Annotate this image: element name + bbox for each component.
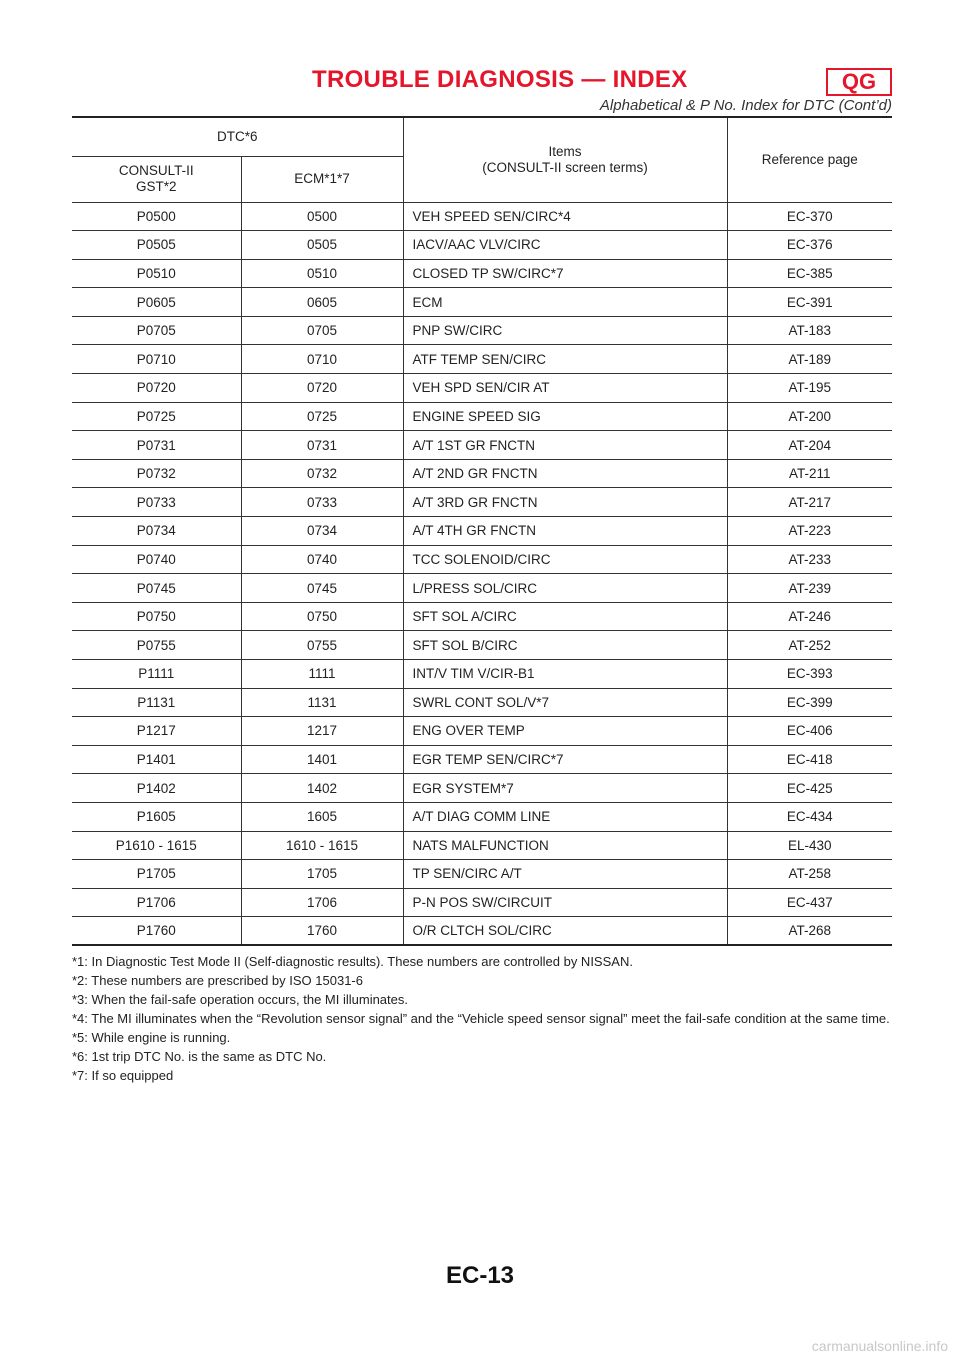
cell-ecm-code: 0732 bbox=[241, 459, 403, 488]
cell-reference-page: AT-200 bbox=[727, 402, 892, 431]
table-row bbox=[72, 545, 892, 574]
footnote: *3: When the fail-safe operation occurs, the MI illuminates. bbox=[72, 992, 408, 1007]
cell-ecm-code: 0745 bbox=[241, 574, 403, 603]
cell-ecm-code: 0605 bbox=[241, 288, 403, 317]
cell-consult-code: P0733 bbox=[72, 488, 241, 517]
cell-consult-code: P0705 bbox=[72, 316, 241, 345]
cell-reference-page: EL-430 bbox=[727, 831, 892, 860]
cell-reference-page: AT-217 bbox=[727, 488, 892, 517]
cell-ecm-code: 0731 bbox=[241, 431, 403, 460]
cell-ecm-code: 1402 bbox=[241, 774, 403, 803]
cell-reference-page: EC-437 bbox=[727, 888, 892, 917]
cell-ecm-code: 1401 bbox=[241, 745, 403, 774]
footnote: *5: While engine is running. bbox=[72, 1030, 231, 1045]
cell-consult-code: P1131 bbox=[72, 688, 241, 717]
cell-item: TP SEN/CIRC A/T bbox=[403, 860, 727, 889]
table-row bbox=[72, 202, 892, 231]
cell-ecm-code: 0720 bbox=[241, 374, 403, 403]
table-row bbox=[72, 574, 892, 603]
table-row bbox=[72, 631, 892, 660]
table-row bbox=[72, 860, 892, 889]
cell-reference-page: EC-376 bbox=[727, 231, 892, 260]
footnote: *6: 1st trip DTC No. is the same as DTC No. bbox=[72, 1049, 327, 1064]
cell-item: CLOSED TP SW/CIRC*7 bbox=[403, 259, 727, 288]
cell-consult-code: P0720 bbox=[72, 374, 241, 403]
table-row bbox=[72, 831, 892, 860]
cell-item: EGR SYSTEM*7 bbox=[403, 774, 727, 803]
table-row bbox=[72, 488, 892, 517]
cell-consult-code: P0505 bbox=[72, 231, 241, 260]
cell-reference-page: AT-233 bbox=[727, 545, 892, 574]
table-row bbox=[72, 288, 892, 317]
cell-item: ECM bbox=[403, 288, 727, 317]
cell-item: VEH SPEED SEN/CIRC*4 bbox=[403, 202, 727, 231]
table-row bbox=[72, 345, 892, 374]
cell-consult-code: P1706 bbox=[72, 888, 241, 917]
cell-item: A/T 4TH GR FNCTN bbox=[403, 517, 727, 546]
footnotes bbox=[72, 954, 892, 1087]
table-row bbox=[72, 802, 892, 831]
cell-consult-code: P1610 - 1615 bbox=[72, 831, 241, 860]
cell-item: O/R CLTCH SOL/CIRC bbox=[403, 917, 727, 946]
cell-reference-page: EC-391 bbox=[727, 288, 892, 317]
cell-reference-page: AT-246 bbox=[727, 602, 892, 631]
cell-ecm-code: 0740 bbox=[241, 545, 403, 574]
table-row bbox=[72, 374, 892, 403]
cell-ecm-code: 0755 bbox=[241, 631, 403, 660]
cell-consult-code: P1605 bbox=[72, 802, 241, 831]
cell-reference-page: AT-189 bbox=[727, 345, 892, 374]
cell-ecm-code: 0705 bbox=[241, 316, 403, 345]
cell-item: P-N POS SW/CIRCUIT bbox=[403, 888, 727, 917]
cell-consult-code: P1217 bbox=[72, 717, 241, 746]
cell-consult-code: P0755 bbox=[72, 631, 241, 660]
table-row bbox=[72, 517, 892, 546]
cell-consult-code: P0500 bbox=[72, 202, 241, 231]
cell-item: A/T DIAG COMM LINE bbox=[403, 802, 727, 831]
cell-reference-page: AT-252 bbox=[727, 631, 892, 660]
table-row bbox=[72, 259, 892, 288]
cell-item: A/T 1ST GR FNCTN bbox=[403, 431, 727, 460]
header-items: Items (CONSULT-II screen terms) bbox=[403, 118, 727, 202]
table-row bbox=[72, 774, 892, 803]
cell-consult-code: P0745 bbox=[72, 574, 241, 603]
cell-reference-page: AT-239 bbox=[727, 574, 892, 603]
cell-item: SFT SOL B/CIRC bbox=[403, 631, 727, 660]
cell-item: VEH SPD SEN/CIR AT bbox=[403, 374, 727, 403]
table-row bbox=[72, 316, 892, 345]
cell-reference-page: EC-418 bbox=[727, 745, 892, 774]
cell-reference-page: AT-223 bbox=[727, 517, 892, 546]
cell-item: SWRL CONT SOL/V*7 bbox=[403, 688, 727, 717]
cell-consult-code: P1401 bbox=[72, 745, 241, 774]
engine-code-badge: QG bbox=[826, 68, 892, 96]
cell-item: A/T 2ND GR FNCTN bbox=[403, 459, 727, 488]
cell-ecm-code: 1760 bbox=[241, 917, 403, 946]
table-row bbox=[72, 888, 892, 917]
table-row bbox=[72, 602, 892, 631]
dtc-index-table bbox=[72, 118, 892, 946]
cell-reference-page: EC-370 bbox=[727, 202, 892, 231]
cell-consult-code: P0710 bbox=[72, 345, 241, 374]
cell-item: INT/V TIM V/CIR-B1 bbox=[403, 660, 727, 689]
cell-item: IACV/AAC VLV/CIRC bbox=[403, 231, 727, 260]
footnote: *4: The MI illuminates when the “Revolution sensor signal” and the “Vehicle speed sensor signal” meet the fail-safe condition at the same time. bbox=[72, 1011, 890, 1026]
cell-ecm-code: 1217 bbox=[241, 717, 403, 746]
cell-ecm-code: 1610 - 1615 bbox=[241, 831, 403, 860]
footnote: *1: In Diagnostic Test Mode II (Self-diagnostic results). These numbers are controlled by NISSAN. bbox=[72, 954, 633, 969]
cell-consult-code: P0605 bbox=[72, 288, 241, 317]
cell-consult-code: P1760 bbox=[72, 917, 241, 946]
cell-consult-code: P1705 bbox=[72, 860, 241, 889]
table-row bbox=[72, 717, 892, 746]
cell-reference-page: AT-268 bbox=[727, 917, 892, 946]
cell-item: L/PRESS SOL/CIRC bbox=[403, 574, 727, 603]
cell-item: TCC SOLENOID/CIRC bbox=[403, 545, 727, 574]
cell-ecm-code: 0733 bbox=[241, 488, 403, 517]
cell-item: EGR TEMP SEN/CIRC*7 bbox=[403, 745, 727, 774]
header-consult-gst: CONSULT-II GST*2 bbox=[72, 156, 241, 202]
cell-consult-code: P1111 bbox=[72, 660, 241, 689]
cell-reference-page: AT-195 bbox=[727, 374, 892, 403]
cell-reference-page: EC-393 bbox=[727, 660, 892, 689]
header-ecm: ECM*1*7 bbox=[241, 156, 403, 202]
cell-reference-page: EC-434 bbox=[727, 802, 892, 831]
cell-reference-page: AT-183 bbox=[727, 316, 892, 345]
header-dtc: DTC*6 bbox=[72, 118, 403, 156]
table-row bbox=[72, 660, 892, 689]
table-row bbox=[72, 402, 892, 431]
cell-reference-page: EC-399 bbox=[727, 688, 892, 717]
cell-consult-code: P0725 bbox=[72, 402, 241, 431]
cell-ecm-code: 0710 bbox=[241, 345, 403, 374]
page-subtitle: Alphabetical & P No. Index for DTC (Cont’d) bbox=[599, 97, 892, 114]
page-number: EC-13 bbox=[445, 1262, 515, 1289]
cell-consult-code: P0734 bbox=[72, 517, 241, 546]
cell-consult-code: P0750 bbox=[72, 602, 241, 631]
table-row bbox=[72, 459, 892, 488]
cell-reference-page: AT-258 bbox=[727, 860, 892, 889]
cell-item: PNP SW/CIRC bbox=[403, 316, 727, 345]
watermark: carmanualsonline.info bbox=[811, 1338, 948, 1354]
cell-ecm-code: 0510 bbox=[241, 259, 403, 288]
cell-ecm-code: 0750 bbox=[241, 602, 403, 631]
cell-reference-page: AT-211 bbox=[727, 459, 892, 488]
cell-consult-code: P0731 bbox=[72, 431, 241, 460]
cell-item: ATF TEMP SEN/CIRC bbox=[403, 345, 727, 374]
table-row bbox=[72, 688, 892, 717]
table-row bbox=[72, 231, 892, 260]
cell-item: ENGINE SPEED SIG bbox=[403, 402, 727, 431]
cell-consult-code: P0740 bbox=[72, 545, 241, 574]
cell-item: NATS MALFUNCTION bbox=[403, 831, 727, 860]
cell-ecm-code: 1131 bbox=[241, 688, 403, 717]
cell-ecm-code: 0500 bbox=[241, 202, 403, 231]
cell-ecm-code: 1605 bbox=[241, 802, 403, 831]
cell-ecm-code: 1111 bbox=[241, 660, 403, 689]
cell-item: ENG OVER TEMP bbox=[403, 717, 727, 746]
table-row bbox=[72, 745, 892, 774]
cell-reference-page: EC-385 bbox=[727, 259, 892, 288]
cell-ecm-code: 0505 bbox=[241, 231, 403, 260]
table-row bbox=[72, 431, 892, 460]
cell-consult-code: P0510 bbox=[72, 259, 241, 288]
cell-ecm-code: 1705 bbox=[241, 860, 403, 889]
cell-consult-code: P0732 bbox=[72, 459, 241, 488]
header-reference-page: Reference page bbox=[727, 118, 892, 202]
page-title: TROUBLE DIAGNOSIS — INDEX bbox=[312, 66, 688, 93]
cell-ecm-code: 1706 bbox=[241, 888, 403, 917]
cell-ecm-code: 0725 bbox=[241, 402, 403, 431]
cell-reference-page: EC-406 bbox=[727, 717, 892, 746]
footnote: *2: These numbers are prescribed by ISO 15031-6 bbox=[72, 973, 363, 988]
cell-reference-page: EC-425 bbox=[727, 774, 892, 803]
cell-ecm-code: 0734 bbox=[241, 517, 403, 546]
footnote: *7: If so equipped bbox=[72, 1068, 174, 1083]
cell-consult-code: P1402 bbox=[72, 774, 241, 803]
cell-item: SFT SOL A/CIRC bbox=[403, 602, 727, 631]
cell-reference-page: AT-204 bbox=[727, 431, 892, 460]
cell-item: A/T 3RD GR FNCTN bbox=[403, 488, 727, 517]
table-row bbox=[72, 917, 892, 946]
